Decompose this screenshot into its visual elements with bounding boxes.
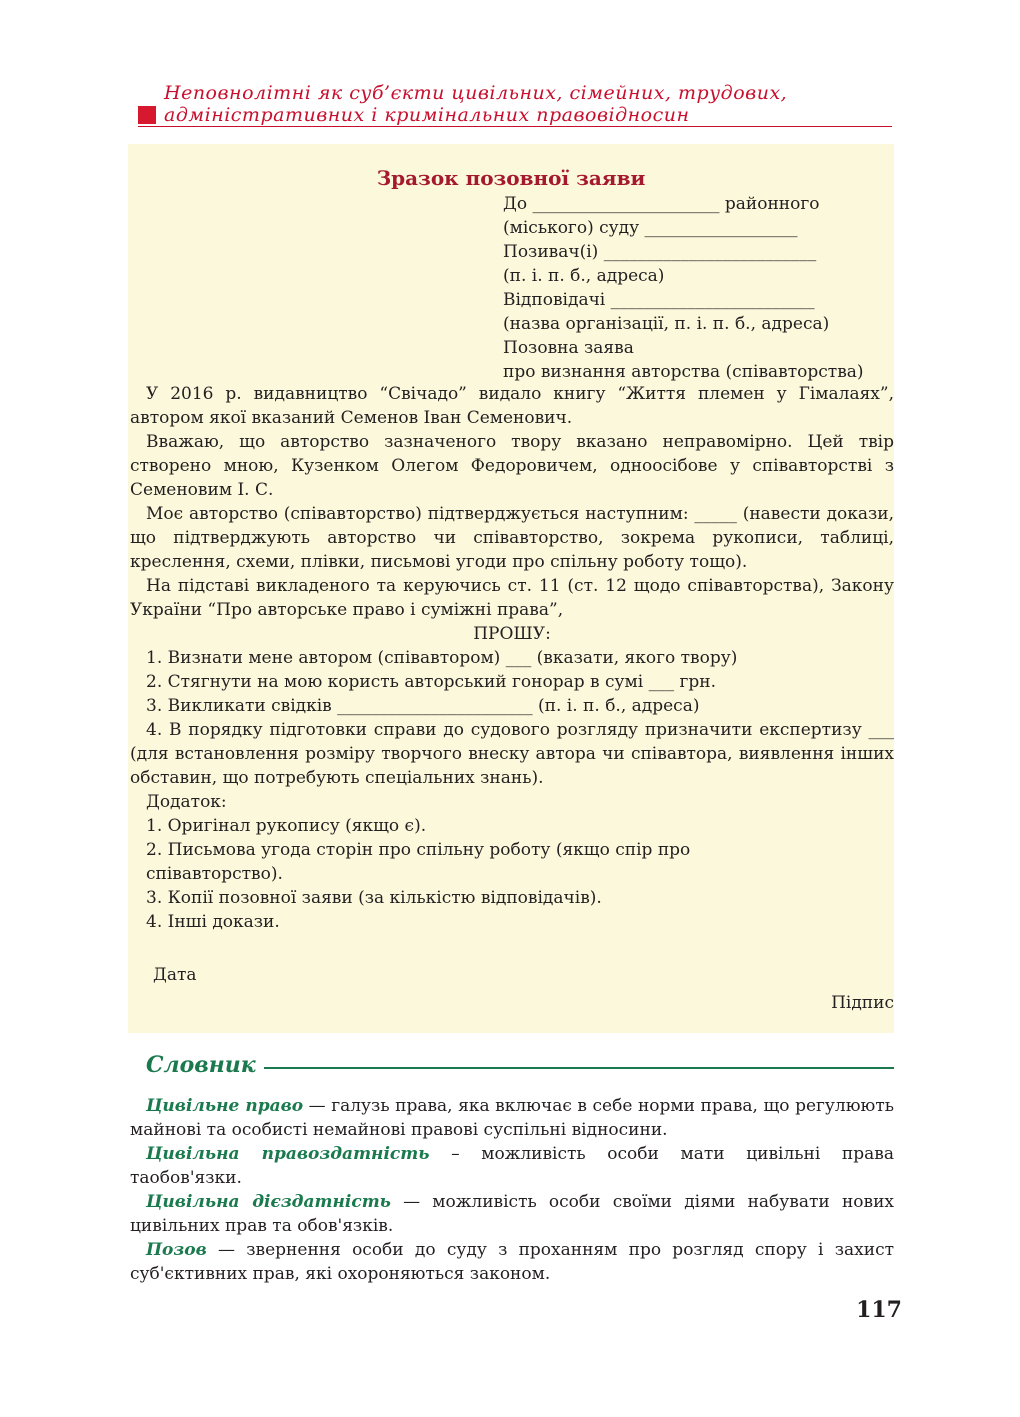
glossary-term: Цивільна дієздатність <box>146 1192 391 1212</box>
claim-paragraph: Вважаю, що авторство зазначеного твору вказано неправомірно. Цей твір створено мною, Кузенком Олегом Федоровичем, одноосібове у співавторстві з Семеновим І. С. <box>130 432 894 500</box>
appendix-title: Додаток: <box>146 792 227 812</box>
address-line: Відповідачі ________________________ <box>503 290 815 310</box>
glossary-term: Цивільне право <box>146 1096 304 1116</box>
address-line: До ______________________ районного <box>503 194 820 214</box>
appendix-item: 3. Копії позовної заяви (за кількістю відповідачів). <box>146 888 602 908</box>
glossary-title: Словник <box>146 1052 262 1078</box>
address-line: про визнання авторства (співавторства) <box>503 362 864 382</box>
address-line: Позовна заява <box>503 338 634 358</box>
sample-title: Зразок позовної заяви <box>376 166 646 190</box>
chapter-header <box>138 82 892 127</box>
glossary-term: Цивільна правоздатність <box>146 1144 430 1164</box>
header-marker <box>138 106 156 124</box>
claim-paragraph: У 2016 р. видавництво “Свічадо” видало книгу “Життя племен у Гімалаях”, автором якої вказаний Семенов Іван Семенович. <box>130 384 894 428</box>
claim-paragraph: На підставі викладеного та керуючись ст. 11 (ст. 12 щодо співавторства), Закону України “Про авторське право і суміжні права”, <box>130 576 894 620</box>
address-line: (міського) суду __________________ <box>503 218 798 238</box>
glossary-entry <box>130 1094 894 1142</box>
glossary-definition: – можливість особи мати цивільні права таобов'язки. <box>130 1144 894 1188</box>
page-number: 117 <box>856 1297 902 1323</box>
request-item: 4. В порядку підготовки справи до судового розгляду призначити експертизу ___ (для встановлення розміру творчого внеску автора чи співавтора, виявлення інших обставин, що потребують спеціальних знань). <box>130 720 894 788</box>
sample-claim-panel <box>128 144 894 1033</box>
address-line: (п. і. п. б., адреса) <box>503 266 665 286</box>
address-line: (назва організації, п. і. п. б., адреса) <box>503 314 830 334</box>
address-line: Позивач(і) _________________________ <box>503 242 817 262</box>
glossary-rule <box>264 1067 894 1069</box>
request-item: 1. Визнати мене автором (співавтором) ___ (вказати, якого твору) <box>146 648 738 668</box>
appendix-item: 2. Письмова угода сторін про спільну роботу (якщо спір про <box>146 840 691 860</box>
glossary-definition: — звернення особи до суду з проханням про розгляд спору і захист суб'єктивних прав, які охороняються законом. <box>130 1240 894 1284</box>
chapter-title-line-1: Неповнолітні як суб’єкти цивільних, сімейних, трудових, <box>164 82 788 104</box>
glossary-definition: — можливість особи своїми діями набувати нових цивільних прав та обов'язків. <box>130 1192 894 1236</box>
request-heading: ПРОШУ: <box>473 624 551 644</box>
chapter-title <box>164 82 787 126</box>
glossary-definition: — галузь права, яка включає в себе норми права, що регулюють майнові та особисті немайнові правові суспільні відносини. <box>130 1096 894 1140</box>
date-label: Дата <box>153 965 197 985</box>
appendix-item: 4. Інші докази. <box>146 912 280 932</box>
glossary-entry <box>130 1238 894 1286</box>
request-item: 3. Викликати свідків _______________________ (п. і. п. б., адреса) <box>146 696 700 716</box>
glossary-term: Позов <box>146 1240 207 1260</box>
glossary-header <box>146 1052 894 1082</box>
claim-paragraph: Моє авторство (співавторство) підтверджується наступним: _____ (навести докази, що підтверджують авторство чи співавторство, зокрема рукописи, таблиці, креслення, схеми, плівки, письмові угоди про спільну роботу тощо). <box>130 504 894 572</box>
chapter-title-line-2: адміністративних і кримінальних правовідносин <box>164 104 690 126</box>
glossary-entry <box>130 1190 894 1238</box>
appendix-item: 1. Оригінал рукопису (якщо є). <box>146 816 427 836</box>
glossary-list <box>130 1094 894 1286</box>
request-item: 2. Стягнути на мою користь авторський гонорар в сумі ___ грн. <box>146 672 717 692</box>
signature-label: Підпис <box>831 993 894 1013</box>
glossary-entry <box>130 1142 894 1190</box>
appendix-item: співавторство). <box>146 864 283 884</box>
address-block <box>503 192 864 384</box>
claim-body <box>130 382 894 934</box>
